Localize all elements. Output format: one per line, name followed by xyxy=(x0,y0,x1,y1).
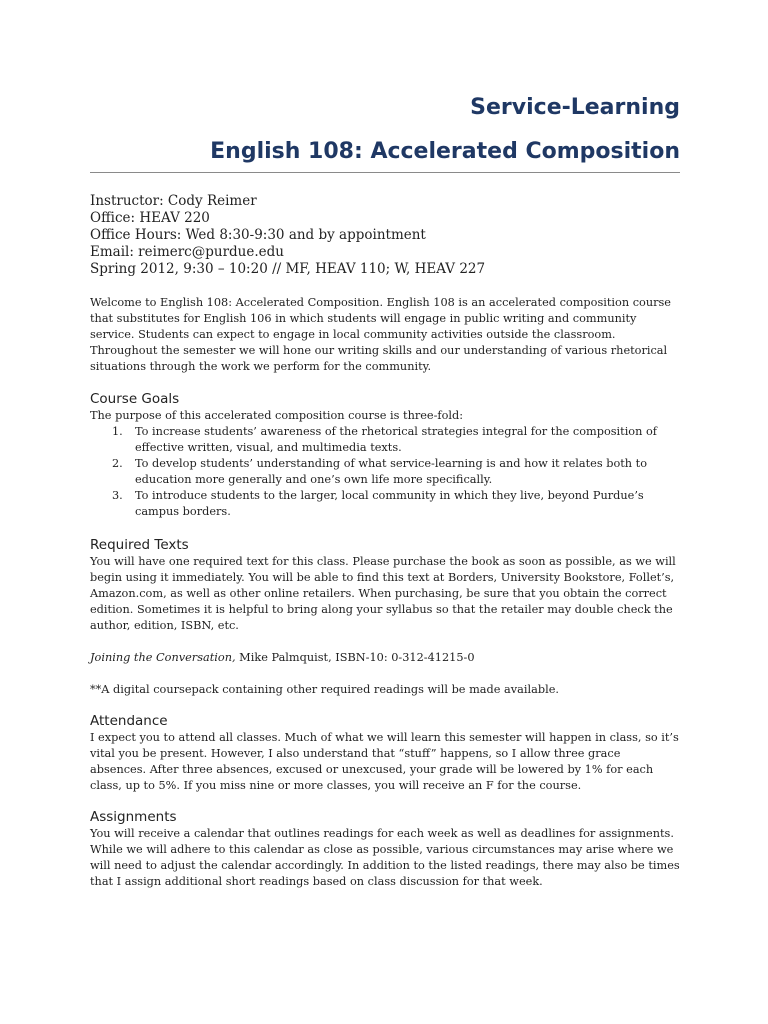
required-texts-heading: Required Texts xyxy=(90,537,189,553)
office-hours-line: Office Hours: Wed 8:30-9:30 and by appointment xyxy=(90,227,426,243)
book-title: Joining the Conversation, xyxy=(90,651,236,664)
instructor-line: Instructor: Cody Reimer xyxy=(90,193,257,209)
office-line: Office: HEAV 220 xyxy=(90,210,210,226)
document-header xyxy=(90,93,680,167)
attendance-paragraph: I expect you to attend all classes. Much of what we will learn this semester will happen in class, so it’s vital you be present. However, I also understand that “stuff” happens, so I allow three grace absences. After three absences, excused or unexcused, your grade will be lowered by 1% for each class, up to 5%. If you miss nine or more classes, you will receive an F for the course. xyxy=(90,731,679,792)
instructor-info xyxy=(90,193,680,278)
assignments-heading: Assignments xyxy=(90,809,177,825)
coursepack-note: **A digital coursepack containing other required readings will be made available. xyxy=(90,683,559,696)
course-title: English 108: Accelerated Composition xyxy=(210,139,680,164)
list-item: 1. To increase students’ awareness of the rhetorical strategies integral for the composition of effective written, visual, and multimedia texts. xyxy=(112,425,657,454)
attendance-heading: Attendance xyxy=(90,713,168,729)
assignments-paragraph: You will receive a calendar that outlines readings for each week as well as deadlines for assignments. While we will adhere to this calendar as close as possible, various circumstances may arise where we will need to adjust the calendar accordingly. In addition to the listed readings, there may also be times that I assign additional short readings based on class discussion for that week. xyxy=(90,827,680,888)
email-line: Email: reimerc@purdue.edu xyxy=(90,244,284,260)
course-goals-intro: The purpose of this accelerated composition course is three-fold: xyxy=(90,409,464,422)
term-line: Spring 2012, 9:30 – 10:20 // MF, HEAV 110; W, HEAV 227 xyxy=(90,261,486,277)
syllabus-page xyxy=(90,0,680,890)
course-goals-heading: Course Goals xyxy=(90,391,180,407)
header-divider xyxy=(90,172,680,173)
list-item: 2. To develop students’ understanding of what service-learning is and how it relates both to education more generally and one’s own life more specifically. xyxy=(112,457,648,486)
welcome-paragraph: Welcome to English 108: Accelerated Composition. English 108 is an accelerated composition course that substitutes for English 106 in which students will engage in public writing and community service. Students can expect to engage in local community activities outside the classroom. Throughout the semester we will hone our writing skills and our understanding of various rhetorical situations through the work we perform for the community. xyxy=(90,296,671,373)
list-item: 3. To introduce students to the larger, local community in which they live, beyond Purdue’s campus borders. xyxy=(112,489,644,518)
book-citation xyxy=(90,650,680,666)
book-details: Mike Palmquist, ISBN-10: 0-312-41215-0 xyxy=(235,651,475,664)
required-texts-paragraph: You will have one required text for this class. Please purchase the book as soon as possible, as we will begin using it immediately. You will be able to find this text at Borders, University Bookstore, Follet’s, Amazon.com, as well as other online retailers. When purchasing, be sure that you obtain the correct edition. Sometimes it is helpful to bring along your syllabus so that the retailer may double check the author, edition, ISBN, etc. xyxy=(90,555,676,632)
header-title: Service-Learning xyxy=(470,95,680,120)
course-goals-list xyxy=(90,424,680,520)
